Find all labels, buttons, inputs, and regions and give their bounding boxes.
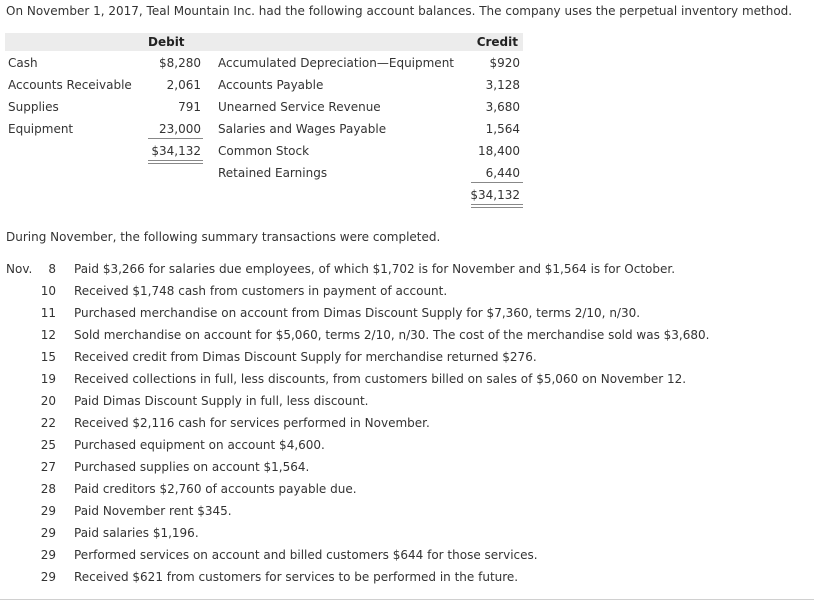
debit-header: Debit — [148, 35, 185, 49]
transactions-list — [6, 261, 806, 591]
table-row — [5, 51, 523, 73]
table-row — [5, 73, 523, 95]
during-text: During November, the following summary transactions were completed. — [6, 230, 441, 244]
credit-account: Accumulated Depreciation—Equipment — [218, 56, 455, 70]
tx-day: 12 — [40, 328, 56, 342]
tx-day: 29 — [40, 570, 56, 584]
list-item — [6, 415, 806, 437]
tx-day: 29 — [40, 504, 56, 518]
tx-text: Purchased supplies on account $1,564. — [74, 460, 310, 474]
list-item — [6, 327, 806, 349]
debit-account: Accounts Receivable — [8, 78, 132, 92]
tx-month: Nov. — [6, 262, 33, 276]
debit-total: $34,132 — [151, 144, 201, 158]
debit-account: Equipment — [8, 122, 74, 136]
credit-total-double-rule — [471, 204, 523, 208]
tx-text: Performed services on account and billed customers $644 for those services. — [74, 548, 538, 562]
credit-account: Unearned Service Revenue — [218, 100, 381, 114]
tx-text: Paid salaries $1,196. — [74, 526, 199, 540]
list-item — [6, 305, 806, 327]
list-item — [6, 481, 806, 503]
tx-text: Sold merchandise on account for $5,060, terms 2/10, n/30. The cost of the merchandise sold was $3,680. — [74, 328, 710, 342]
tx-text: Received collections in full, less discounts, from customers billed on sales of $5,060 on November 12. — [74, 372, 687, 386]
tx-day: 27 — [40, 460, 56, 474]
credit-header: Credit — [476, 35, 518, 49]
credit-amount: 1,564 — [485, 122, 520, 136]
list-item — [6, 261, 806, 283]
table-row — [5, 117, 523, 139]
credit-amount: 6,440 — [485, 166, 520, 180]
intro-text: On November 1, 2017, Teal Mountain Inc. had the following account balances. The company uses the perpetual inventory method. — [6, 4, 793, 18]
debit-amount: 2,061 — [166, 78, 201, 92]
debit-account: Supplies — [8, 100, 59, 114]
list-item — [6, 349, 806, 371]
tx-day: 19 — [40, 372, 56, 386]
list-item — [6, 503, 806, 525]
list-item — [6, 547, 806, 569]
list-item — [6, 393, 806, 415]
tx-text: Purchased merchandise on account from Dimas Discount Supply for $7,360, terms 2/10, n/30. — [74, 306, 641, 320]
table-row — [5, 95, 523, 117]
tx-day: 25 — [40, 438, 56, 452]
tx-day: 29 — [40, 526, 56, 540]
tx-day: 22 — [40, 416, 56, 430]
table-row — [5, 139, 523, 161]
credit-account: Common Stock — [218, 144, 310, 158]
tx-day: 28 — [40, 482, 56, 496]
debit-account: Cash — [8, 56, 38, 70]
tx-day: 29 — [40, 548, 56, 562]
credit-amount: 18,400 — [478, 144, 520, 158]
credit-account: Salaries and Wages Payable — [218, 122, 387, 136]
table-row — [5, 183, 523, 205]
bottom-divider — [0, 599, 814, 600]
tx-day: 11 — [40, 306, 56, 320]
list-item — [6, 459, 806, 481]
debit-amount: 23,000 — [159, 122, 201, 136]
credit-amount: 3,128 — [485, 78, 520, 92]
tx-day: 15 — [40, 350, 56, 364]
tx-day: 10 — [40, 284, 56, 298]
list-item — [6, 569, 806, 591]
debit-amount: 791 — [178, 100, 201, 114]
tx-text: Received $621 from customers for services to be performed in the future. — [74, 570, 519, 584]
tx-text: Purchased equipment on account $4,600. — [74, 438, 325, 452]
credit-amount: $920 — [489, 56, 520, 70]
credit-account: Retained Earnings — [218, 166, 328, 180]
trial-balance-table — [5, 33, 523, 205]
list-item — [6, 525, 806, 547]
credit-total: $34,132 — [470, 188, 520, 202]
tx-text: Received $1,748 cash from customers in payment of account. — [74, 284, 448, 298]
credit-amount: 3,680 — [485, 100, 520, 114]
tx-text: Paid Dimas Discount Supply in full, less discount. — [74, 394, 369, 408]
tx-text: Received credit from Dimas Discount Supply for merchandise returned $276. — [74, 350, 537, 364]
tx-text: Paid November rent $345. — [74, 504, 232, 518]
debit-amount: $8,280 — [159, 56, 201, 70]
tx-text: Received $2,116 cash for services performed in November. — [74, 416, 430, 430]
tx-day: 20 — [40, 394, 56, 408]
tx-text: Paid creditors $2,760 of accounts payable due. — [74, 482, 357, 496]
list-item — [6, 371, 806, 393]
tx-text: Paid $3,266 for salaries due employees, of which $1,702 is for November and $1,564 is for October. — [74, 262, 676, 276]
tx-day: 8 — [48, 262, 56, 276]
table-row — [5, 161, 523, 183]
credit-account: Accounts Payable — [218, 78, 324, 92]
table-header — [5, 33, 523, 51]
list-item — [6, 437, 806, 459]
list-item — [6, 283, 806, 305]
